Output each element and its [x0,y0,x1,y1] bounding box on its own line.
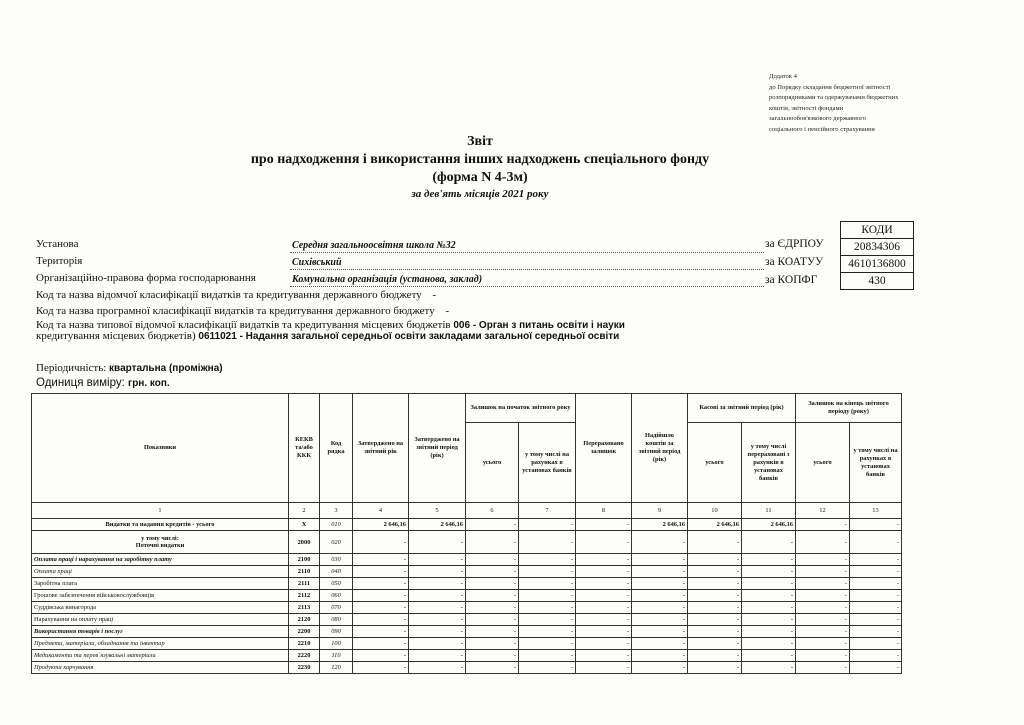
report-form: (форма N 4-3м) [432,170,528,185]
cell-c10: - [688,590,742,602]
cell-c5: - [409,578,466,590]
col-number: 2 [289,503,320,519]
cell-c4: - [353,626,409,638]
cell-c8: - [576,614,632,626]
table-row [32,602,902,614]
cell-c13: - [850,626,902,638]
cell-c8: - [576,578,632,590]
row-name [32,554,289,566]
row-name-text: у тому числі: [141,535,179,542]
cell-c5: - [409,614,466,626]
koatuu-label: за КОАТУУ [765,256,824,268]
report-table [31,393,902,674]
kopfg-label: за КОПФГ [765,274,818,286]
cell-c9: - [632,638,688,650]
row-name [32,566,289,578]
cell-kekv: 2111 [289,578,320,590]
cell-c12: - [796,566,850,578]
cell-c6: - [466,602,519,614]
cell-c8: - [576,650,632,662]
cell-c4: - [353,578,409,590]
row-name [32,602,289,614]
cell-c8: - [576,566,632,578]
cell-c6: - [466,590,519,602]
row-name-text: Предмети, матеріали, обладнання та інвентар [34,640,165,647]
cell-c11: - [742,626,796,638]
dotted-line [290,269,764,270]
cell-c13: - [850,614,902,626]
cell-code: 080 [320,614,353,626]
typical-class-value2: 0611021 - Надання загальної середньої освіти закладами загальної середньої освіти [198,331,620,342]
cell-c6: - [466,578,519,590]
cell-c11: - [742,662,796,674]
codes-box [840,221,914,290]
cell-code: 050 [320,578,353,590]
cell-code: 010 [320,519,353,531]
col-number: 10 [688,503,742,519]
cell-c11: - [742,638,796,650]
cell-c7: - [519,638,576,650]
cell-kekv: 2000 [289,531,320,554]
row-name [32,519,289,531]
table-row [32,531,902,554]
header-balance-start: Залишок на початок звітного року [466,394,576,423]
cell-kekv: 2200 [289,626,320,638]
row-name-text: Медикаменти та перев`язувальні матеріали [34,652,156,659]
cell-c5: - [409,626,466,638]
row-name [32,626,289,638]
row-name-text: Видатки та надання кредитів - усього [105,521,215,528]
cell-kekv: X [289,519,320,531]
table-row [32,519,902,531]
cell-c6: - [466,614,519,626]
cell-c12: - [796,590,850,602]
row-name-text: Грошове забезпечення військовослужбовців [34,592,155,599]
cell-c12: - [796,554,850,566]
prog-class-label: Код та назва програмної класифікації видатків та кредитування державного бюджету [36,305,435,317]
cell-c13: - [850,662,902,674]
table-row [32,626,902,638]
table-row [32,566,902,578]
table-row [32,662,902,674]
cell-code: 110 [320,650,353,662]
header-balance-end: Залишок на кінець звітного періоду (року) [796,394,902,423]
col-number: 12 [796,503,850,519]
institution-label: Установа [36,238,79,250]
cell-c7: - [519,554,576,566]
row-name [32,578,289,590]
table-row [32,614,902,626]
unit-line [36,377,170,389]
cell-c4: - [353,602,409,614]
cell-c12: - [796,578,850,590]
table-body [32,519,902,674]
cell-c5: - [409,662,466,674]
cell-c11: - [742,590,796,602]
codes-header: КОДИ [841,222,914,239]
header-approved-period: Затверджено на звітний період (рік) [409,394,466,503]
cell-c9: - [632,566,688,578]
header-cash: Касові за звітний період (рік) [688,394,796,423]
periodicity-line [36,362,223,374]
cell-c7: - [519,531,576,554]
cell-c13: - [850,554,902,566]
cell-kekv: 2112 [289,590,320,602]
periodicity-label: Періодичність: [36,362,107,374]
cell-c13: - [850,602,902,614]
cell-c8: - [576,519,632,531]
cell-c10: - [688,602,742,614]
cell-code: 120 [320,662,353,674]
cell-c10: - [688,626,742,638]
appendix-note [769,72,949,135]
cell-c10: - [688,638,742,650]
cell-c6: - [466,554,519,566]
cell-code: 090 [320,626,353,638]
cell-c6: - [466,638,519,650]
cell-c8: - [576,590,632,602]
typical-class-line2 [36,330,619,342]
cell-code: 030 [320,554,353,566]
cell-c5: - [409,602,466,614]
prog-class-value: - [445,305,450,317]
row-name [32,531,289,554]
row-name-text: Заробітна плата [34,580,78,587]
cell-c6: - [466,662,519,674]
row-name [32,638,289,650]
cell-c10: - [688,662,742,674]
cell-c12: - [796,531,850,554]
periodicity-value: квартальна (проміжна) [109,363,223,374]
row-name [32,650,289,662]
cell-kekv: 2230 [289,662,320,674]
col-number: 1 [32,503,289,519]
cell-c7: - [519,650,576,662]
cell-c6: - [466,531,519,554]
cell-c7: - [519,614,576,626]
cell-kekv: 2100 [289,554,320,566]
row-name [32,662,289,674]
code-kopfg: 430 [841,273,914,290]
cell-kekv: 2220 [289,650,320,662]
header-cash-total: усього [688,423,742,503]
cell-c7: - [519,578,576,590]
column-number-row [32,503,902,519]
unit-value: грн. коп. [128,378,170,389]
cell-c11: - [742,531,796,554]
typical-class-value: 006 - Орган з питань освіти і науки [453,320,625,331]
cell-c4: - [353,590,409,602]
cell-c10: - [688,566,742,578]
col-number: 5 [409,503,466,519]
row-name-text: Використання товарів і послуг [34,628,123,635]
header-indicators: Показники [32,394,289,503]
row-name-text-2: Поточні видатки [135,542,185,549]
header-end-bank: у тому числі на рахунках в установах банків [850,423,902,503]
cell-c11: - [742,614,796,626]
cell-c4: - [353,554,409,566]
cell-c9: - [632,626,688,638]
cell-c12: - [796,650,850,662]
cell-c9: 2 646,16 [632,519,688,531]
cell-c7: - [519,519,576,531]
cell-c10: - [688,578,742,590]
cell-kekv: 2113 [289,602,320,614]
cell-c5: - [409,638,466,650]
col-number: 7 [519,503,576,519]
row-name-text: Оплата праці і нарахування на заробітну плату [34,556,172,563]
col-number: 11 [742,503,796,519]
cell-c8: - [576,626,632,638]
cell-c5: - [409,531,466,554]
cell-c6: - [466,566,519,578]
cell-c11: - [742,578,796,590]
cell-c11: - [742,566,796,578]
cell-c4: - [353,566,409,578]
cell-c6: - [466,519,519,531]
cell-kekv: 2120 [289,614,320,626]
cell-c10: 2 646,16 [688,519,742,531]
appendix-line: соціального і пенсійного страхування [769,125,875,133]
col-number: 8 [576,503,632,519]
col-number: 13 [850,503,902,519]
cell-c4: - [353,531,409,554]
cell-c12: - [796,626,850,638]
cell-c7: - [519,590,576,602]
cell-c7: - [519,602,576,614]
cell-c13: - [850,531,902,554]
cell-c8: - [576,531,632,554]
cell-c9: - [632,531,688,554]
header-row-code: Код рядка [320,394,353,503]
appendix-line: до Порядку складання бюджетної звітності [769,83,891,91]
header-kekv: КЕКВ та/або ККК [289,394,320,503]
cell-c8: - [576,662,632,674]
typical-class-label: Код та назва типової відомчої класифікації видатків та кредитування місцевих бюджетів [36,319,451,331]
table-row [32,650,902,662]
header-approved-year: Затверджено на звітний рік [353,394,409,503]
col-number: 9 [632,503,688,519]
cell-c13: - [850,638,902,650]
cell-c5: - [409,554,466,566]
cell-c7: - [519,626,576,638]
dept-class-label: Код та назва відомчої класифікації видатків та кредитування державного бюджету [36,289,422,301]
appendix-line: загальнообов'язкового державного [769,115,867,122]
dept-class-line [36,289,436,301]
cell-kekv: 2110 [289,566,320,578]
cell-c13: - [850,566,902,578]
cell-c8: - [576,602,632,614]
cell-c10: - [688,531,742,554]
appendix-line: Додаток 4 [769,73,797,80]
report-period: за дев'ять місяців 2021 року [411,188,549,200]
cell-c7: - [519,662,576,674]
cell-code: 060 [320,590,353,602]
cell-c12: - [796,519,850,531]
code-koatuu: 4610136800 [841,256,914,273]
row-name-text: Продукти харчування [34,664,94,671]
dotted-line [290,286,764,287]
report-subtitle: про надходження і використання інших надходжень спеціального фонду [250,152,710,167]
cell-c13: - [850,519,902,531]
cell-c5: - [409,650,466,662]
cell-c9: - [632,650,688,662]
cell-c4: - [353,662,409,674]
cell-code: 070 [320,602,353,614]
col-number: 6 [466,503,519,519]
cell-c11: - [742,554,796,566]
cell-c5: 2 646,16 [409,519,466,531]
cell-c9: - [632,602,688,614]
row-name-text: Оплата праці [34,568,72,575]
table-row [32,590,902,602]
dotted-line [290,252,764,253]
typical-class-label2: кредитування місцевих бюджетів) [36,330,196,342]
dept-class-value: - [432,289,437,301]
territory-label: Територія [36,255,83,267]
cell-c12: - [796,638,850,650]
row-name [32,614,289,626]
cell-c7: - [519,566,576,578]
appendix-line: розпорядниками та одержувачами бюджетних [769,94,899,101]
row-name-text: Нарахування на оплату праці [34,616,114,623]
cell-c8: - [576,638,632,650]
cell-c10: - [688,614,742,626]
table-row [32,638,902,650]
code-edrpou: 20834306 [841,239,914,256]
header-start-total: усього [466,423,519,503]
cell-code: 040 [320,566,353,578]
cell-c9: - [632,578,688,590]
cell-c10: - [688,554,742,566]
edrpou-label: за ЄДРПОУ [765,238,824,250]
cell-c13: - [850,578,902,590]
header-start-bank: у тому числі на рахунках в установах банків [519,423,576,503]
cell-c11: 2 646,16 [742,519,796,531]
header-received: Надійшло коштів за звітний період (рік) [632,394,688,503]
appendix-line: коштів, звітності фондами [769,104,844,112]
cell-code: 100 [320,638,353,650]
cell-c4: - [353,650,409,662]
table-header-row [32,394,902,423]
legal-form-value: Комунальна організація (установа, заклад) [292,274,483,285]
cell-c12: - [796,602,850,614]
cell-c11: - [742,650,796,662]
cell-c5: - [409,590,466,602]
institution-value: Середня загальноосвітня школа №32 [292,240,456,251]
cell-c10: - [688,650,742,662]
header-transferred: Перераховано залишок [576,394,632,503]
legal-form-label: Організаційно-правова форма господарювання [36,272,256,284]
cell-kekv: 2210 [289,638,320,650]
header-end-total: усього [796,423,850,503]
cell-c4: - [353,638,409,650]
report-title: Звіт [467,134,493,149]
cell-c9: - [632,590,688,602]
cell-c12: - [796,614,850,626]
cell-c9: - [632,662,688,674]
header-cash-transferred: у тому числі перераховані з рахунків в установах банків [742,423,796,503]
cell-c4: 2 646,16 [353,519,409,531]
cell-c11: - [742,602,796,614]
cell-c13: - [850,650,902,662]
cell-c12: - [796,662,850,674]
col-number: 3 [320,503,353,519]
row-name [32,590,289,602]
unit-label: Одиниця виміру: [36,377,125,389]
cell-code: 020 [320,531,353,554]
cell-c13: - [850,590,902,602]
col-number: 4 [353,503,409,519]
cell-c8: - [576,554,632,566]
cell-c4: - [353,614,409,626]
cell-c6: - [466,626,519,638]
cell-c9: - [632,614,688,626]
table-row [32,554,902,566]
territory-value: Сихівський [292,257,342,268]
table-row [32,578,902,590]
prog-class-line [36,305,449,317]
cell-c9: - [632,554,688,566]
cell-c6: - [466,650,519,662]
cell-c5: - [409,566,466,578]
row-name-text: Суддівська винагорода [34,604,96,611]
